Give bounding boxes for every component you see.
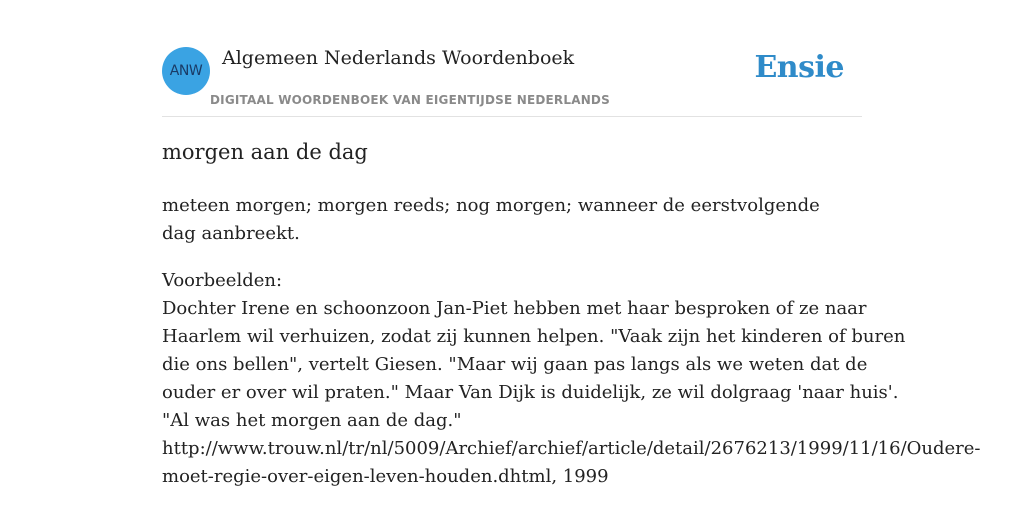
- page-title: morgen aan de dag: [162, 140, 368, 164]
- site-header: [162, 46, 862, 117]
- example-line: "Al was het morgen aan de dag.": [162, 410, 462, 431]
- examples-block: [162, 267, 981, 491]
- example-source-url: http://www.trouw.nl/tr/nl/5009/Archief/archief/article/detail/2676213/1999/11/16/Oudere-: [162, 438, 981, 459]
- logo-text: ANW: [169, 63, 203, 79]
- example-source-url-end: moet-regie-over-eigen-leven-houden.dhtml, 1999: [162, 466, 609, 487]
- site-subtitle: DIGITAAL WOORDENBOEK VAN EIGENTIJDSE NEDERLANDS: [210, 93, 610, 107]
- ensie-brand-logo[interactable]: Ensie: [754, 50, 844, 85]
- definition-text: meteen morgen; morgen reeds; nog morgen; wanneer de eerstvolgende dag aanbreekt.: [162, 195, 820, 244]
- site-title[interactable]: Algemeen Nederlands Woordenboek: [222, 47, 575, 69]
- example-line: Dochter Irene en schoonzoon Jan-Piet hebben met haar besproken of ze naar: [162, 298, 867, 319]
- example-line: die ons bellen", vertelt Giesen. "Maar wij gaan pas langs als we weten dat de: [162, 354, 868, 375]
- example-line: ouder er over wil praten." Maar Van Dijk is duidelijk, ze wil dolgraag 'naar huis'.: [162, 382, 899, 403]
- example-line: Haarlem wil verhuizen, zodat zij kunnen helpen. "Vaak zijn het kinderen of buren: [162, 326, 906, 347]
- anw-logo[interactable]: [162, 47, 210, 95]
- examples-label: Voorbeelden:: [162, 270, 283, 291]
